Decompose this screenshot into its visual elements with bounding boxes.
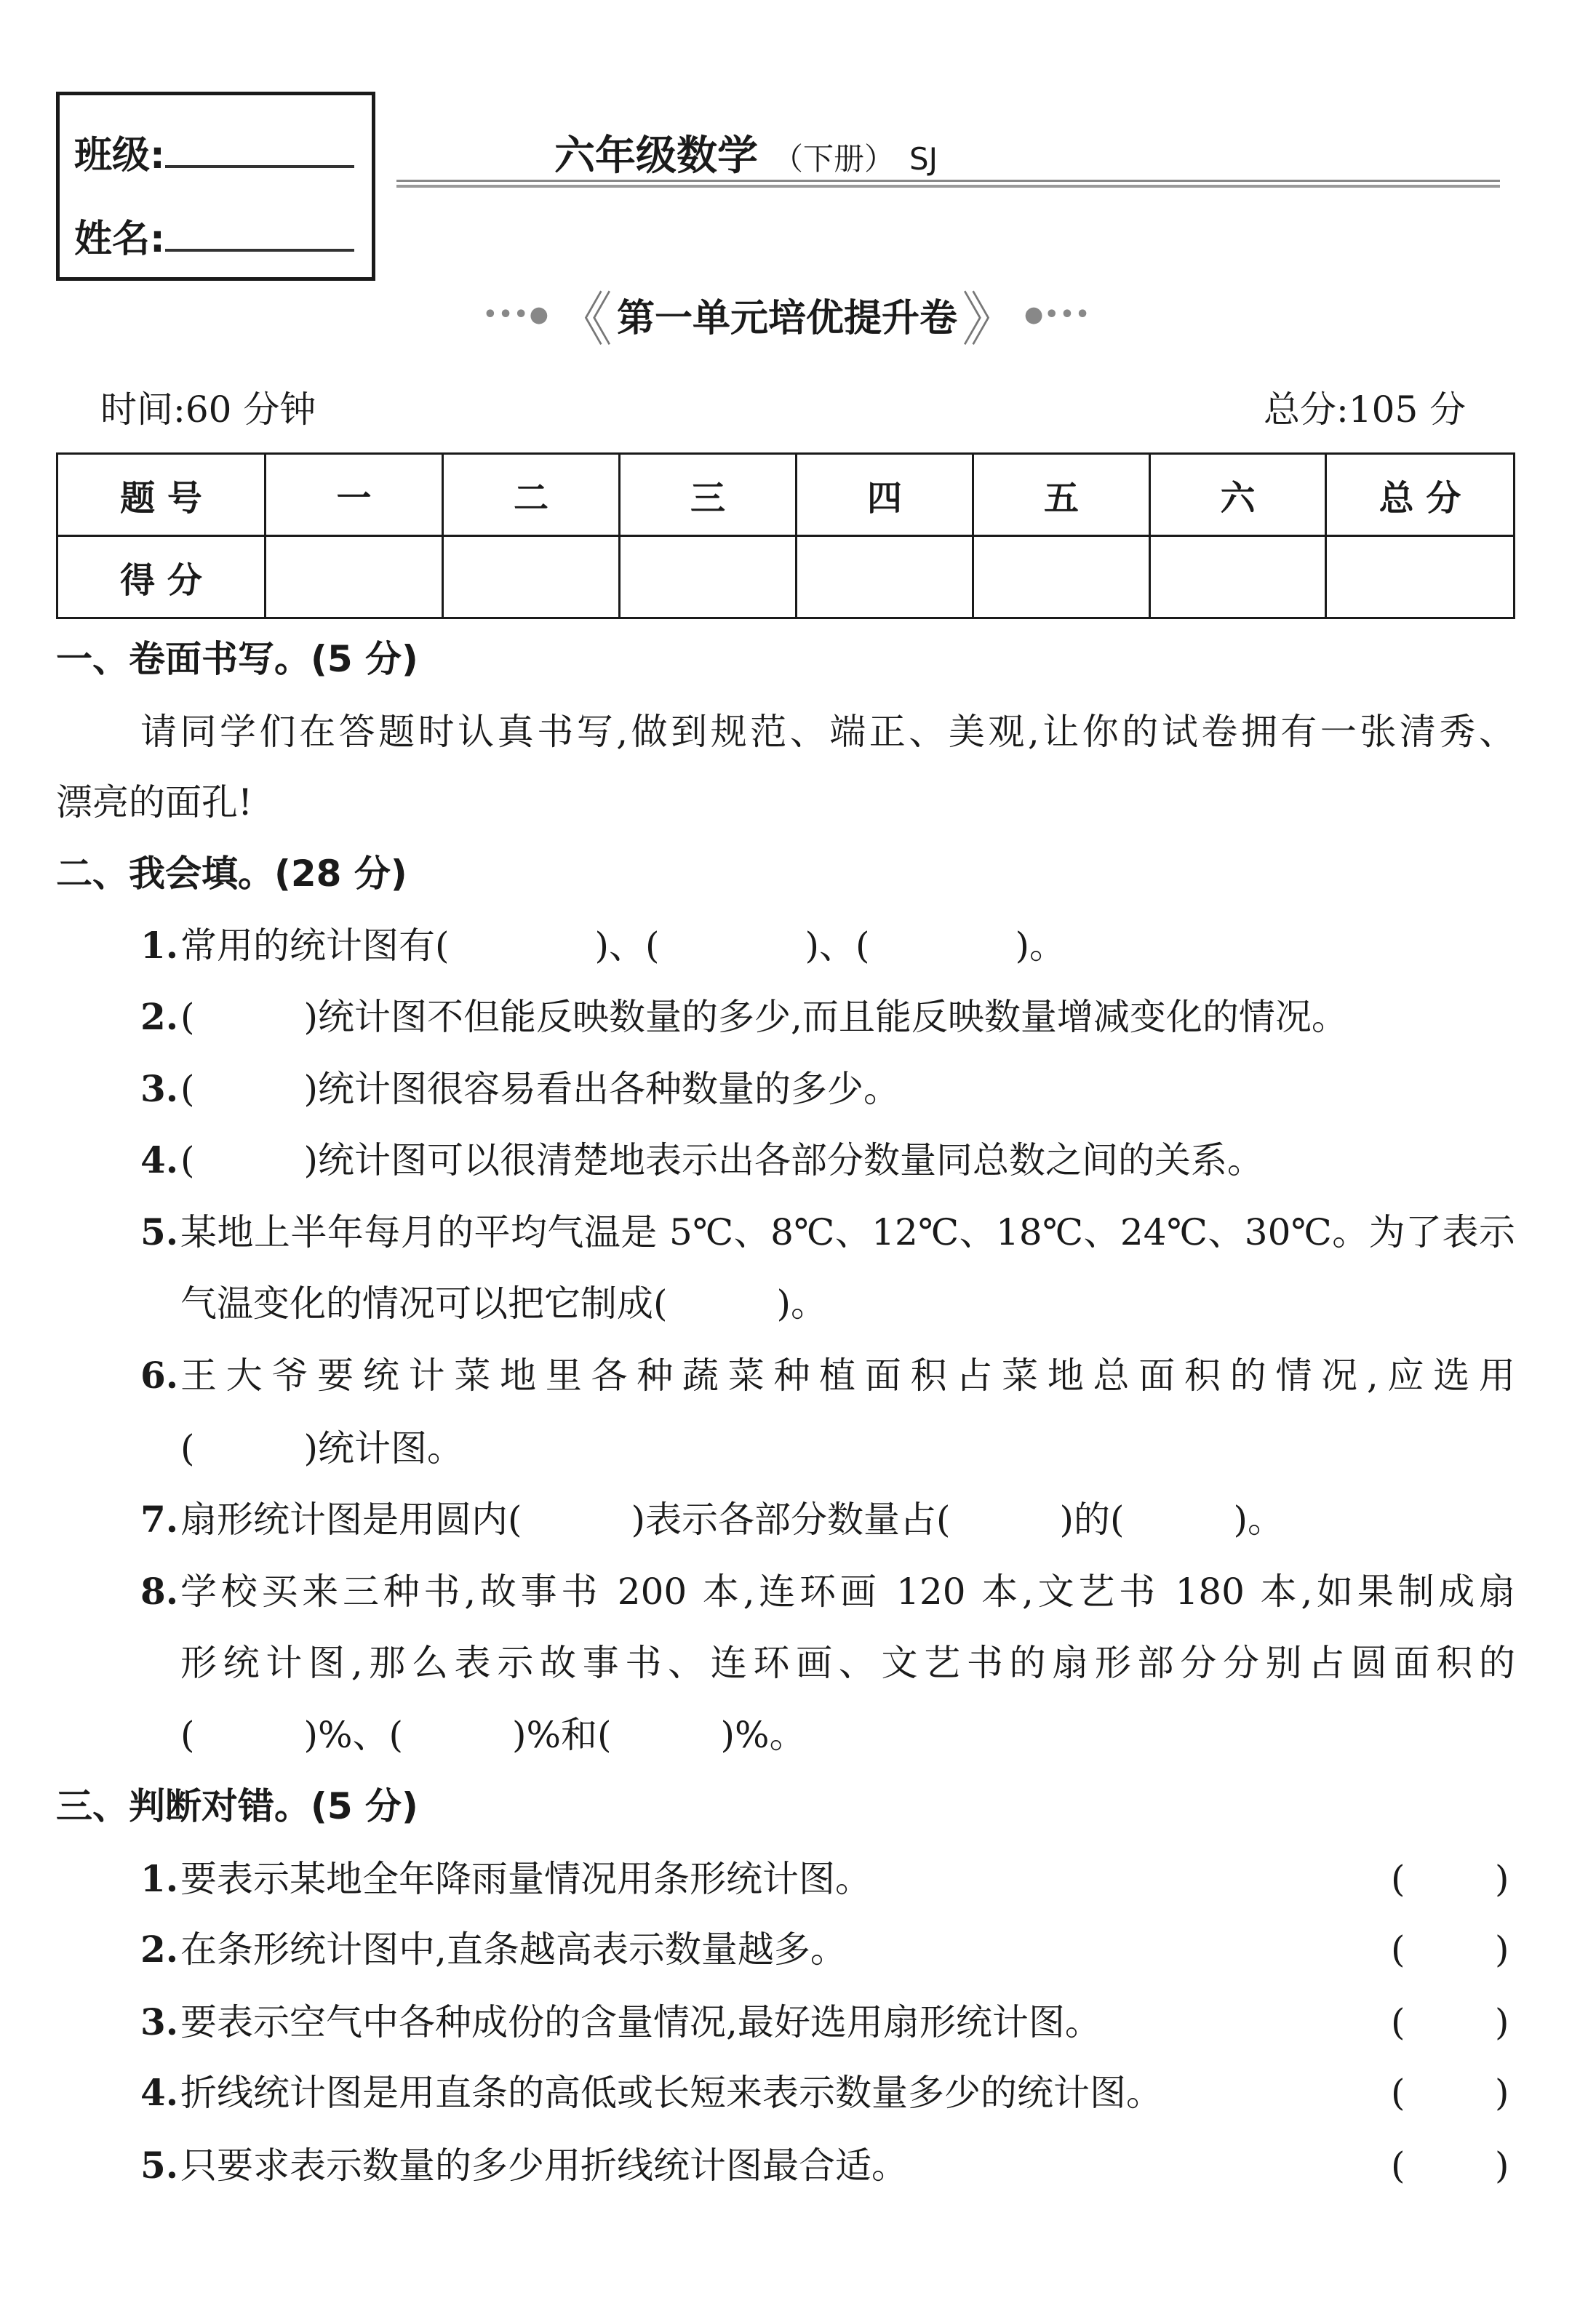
dots-ornament-icon: •••● (483, 301, 550, 327)
answer-paren-close[interactable]: ) (1495, 1928, 1509, 1971)
score-cell[interactable] (620, 536, 797, 618)
edition-label: SJ (909, 141, 938, 177)
question-number: 3. (140, 2000, 179, 2043)
question-number: 1. (140, 924, 179, 967)
score-cell[interactable] (797, 536, 973, 618)
subject-title: 六年级数学 (554, 132, 758, 180)
question-number: 7. (140, 1498, 179, 1541)
question-text: 只要求表示数量的多少用折线统计图最合适。 (180, 2145, 908, 2187)
class-label: 班级: (74, 134, 165, 177)
class-field[interactable] (74, 124, 354, 179)
paragraph: 漂亮的面孔! (56, 781, 253, 823)
page-title (554, 124, 938, 182)
table-header: 一 (266, 454, 443, 536)
answer-paren-open[interactable]: ( (1391, 2145, 1405, 2187)
table-header: 五 (973, 454, 1150, 536)
score-cell[interactable] (973, 536, 1150, 618)
name-label: 姓名: (74, 218, 165, 261)
table-row (57, 536, 1515, 618)
answer-paren-close[interactable]: ) (1495, 2001, 1509, 2043)
table-header: 三 (620, 454, 797, 536)
name-blank[interactable] (165, 220, 354, 252)
question-number: 5. (140, 1210, 179, 1253)
answer-paren-open[interactable]: ( (1391, 2072, 1405, 2114)
table-header: 二 (443, 454, 620, 536)
table-header: 总 分 (1326, 454, 1515, 536)
dots-ornament-icon: ●••• (1024, 301, 1091, 327)
question-number: 6. (140, 1354, 179, 1397)
question-text: 王大爷要统计菜地里各种蔬菜种植面积占菜地总面积的情况,应选用 (180, 1354, 1515, 1397)
question-number: 8. (140, 1570, 179, 1613)
time-limit: 时间:60 分钟 (100, 388, 316, 431)
volume-label: （下册） (773, 141, 895, 177)
paragraph: 请同学们在答题时认真书写,做到规范、端正、美观,让你的试卷拥有一张清秀、 (140, 711, 1515, 753)
score-cell[interactable] (443, 536, 620, 618)
question-text: 形统计图,那么表示故事书、连环画、文艺书的扇形部分分别占圆面积的 (180, 1642, 1515, 1684)
section-heading: 三、判断对错。(5 分) (56, 1785, 418, 1827)
question-number: 1. (140, 1857, 179, 1900)
answer-paren-close[interactable]: ) (1495, 1858, 1509, 1900)
unit-banner (466, 285, 1109, 354)
question-text: 常用的统计图有( )、( )、( )。 (180, 925, 1066, 967)
class-name-box (56, 92, 375, 281)
question-number: 4. (140, 1138, 179, 1181)
question-text: 折线统计图是用直条的高低或长短来表示数量多少的统计图。 (180, 2072, 1162, 2114)
question-number: 3. (140, 1067, 179, 1110)
answer-paren-close[interactable]: ) (1495, 2145, 1509, 2187)
score-row-label: 得 分 (57, 536, 266, 618)
banner-title: 第一单元培优提升卷 (616, 296, 957, 340)
question-text: 要表示某地全年降雨量情况用条形统计图。 (180, 1858, 871, 1900)
table-header: 题 号 (57, 454, 266, 536)
question-text: ( )统计图。 (180, 1427, 464, 1469)
question-text: ( )统计图可以很清楚地表示出各部分数量同总数之间的关系。 (180, 1139, 1264, 1181)
answer-paren-open[interactable]: ( (1391, 2001, 1405, 2043)
question-number: 2. (140, 1928, 179, 1971)
bracket-ornament-icon: 》 (962, 285, 1020, 354)
answer-paren-close[interactable]: ) (1495, 2072, 1509, 2114)
question-text: 在条形统计图中,直条越高表示数量越多。 (180, 1928, 847, 1971)
table-header: 四 (797, 454, 973, 536)
question-text: 扇形统计图是用圆内( )表示各部分数量占( )的( )。 (180, 1499, 1285, 1541)
section-heading: 二、我会填。(28 分) (56, 853, 407, 895)
table-header: 六 (1150, 454, 1326, 536)
score-table (56, 452, 1515, 619)
answer-paren-open[interactable]: ( (1391, 1858, 1405, 1900)
question-number: 2. (140, 995, 179, 1038)
question-text: ( )统计图很容易看出各种数量的多少。 (180, 1068, 901, 1110)
question-text: ( )统计图不但能反映数量的多少,而且能反映数量增减变化的情况。 (180, 996, 1348, 1038)
question-text: 学校买来三种书,故事书 200 本,连环画 120 本,文艺书 180 本,如果制成扇 (180, 1571, 1515, 1613)
question-number: 4. (140, 2071, 179, 2114)
name-field[interactable] (74, 208, 354, 263)
total-score: 总分:105 分 (1264, 388, 1467, 431)
question-text: 某地上半年每月的平均气温是 5℃、8℃、12℃、18℃、24℃、30℃。为了表示 (180, 1211, 1515, 1253)
question-text: 气温变化的情况可以把它制成( )。 (180, 1282, 828, 1325)
bracket-ornament-icon: 《 (554, 285, 613, 354)
question-text: 要表示空气中各种成份的含量情况,最好选用扇形统计图。 (180, 2001, 1101, 2043)
title-rule (396, 180, 1500, 182)
table-header-row (57, 454, 1515, 536)
title-rule (396, 185, 1500, 188)
section-heading: 一、卷面书写。(5 分) (56, 638, 418, 680)
score-cell[interactable] (1150, 536, 1326, 618)
score-cell[interactable] (1326, 536, 1515, 618)
score-cell[interactable] (266, 536, 443, 618)
question-number: 5. (140, 2144, 179, 2187)
class-blank[interactable] (165, 136, 354, 168)
question-text: ( )%、( )%和( )%。 (180, 1714, 806, 1756)
answer-paren-open[interactable]: ( (1391, 1928, 1405, 1971)
